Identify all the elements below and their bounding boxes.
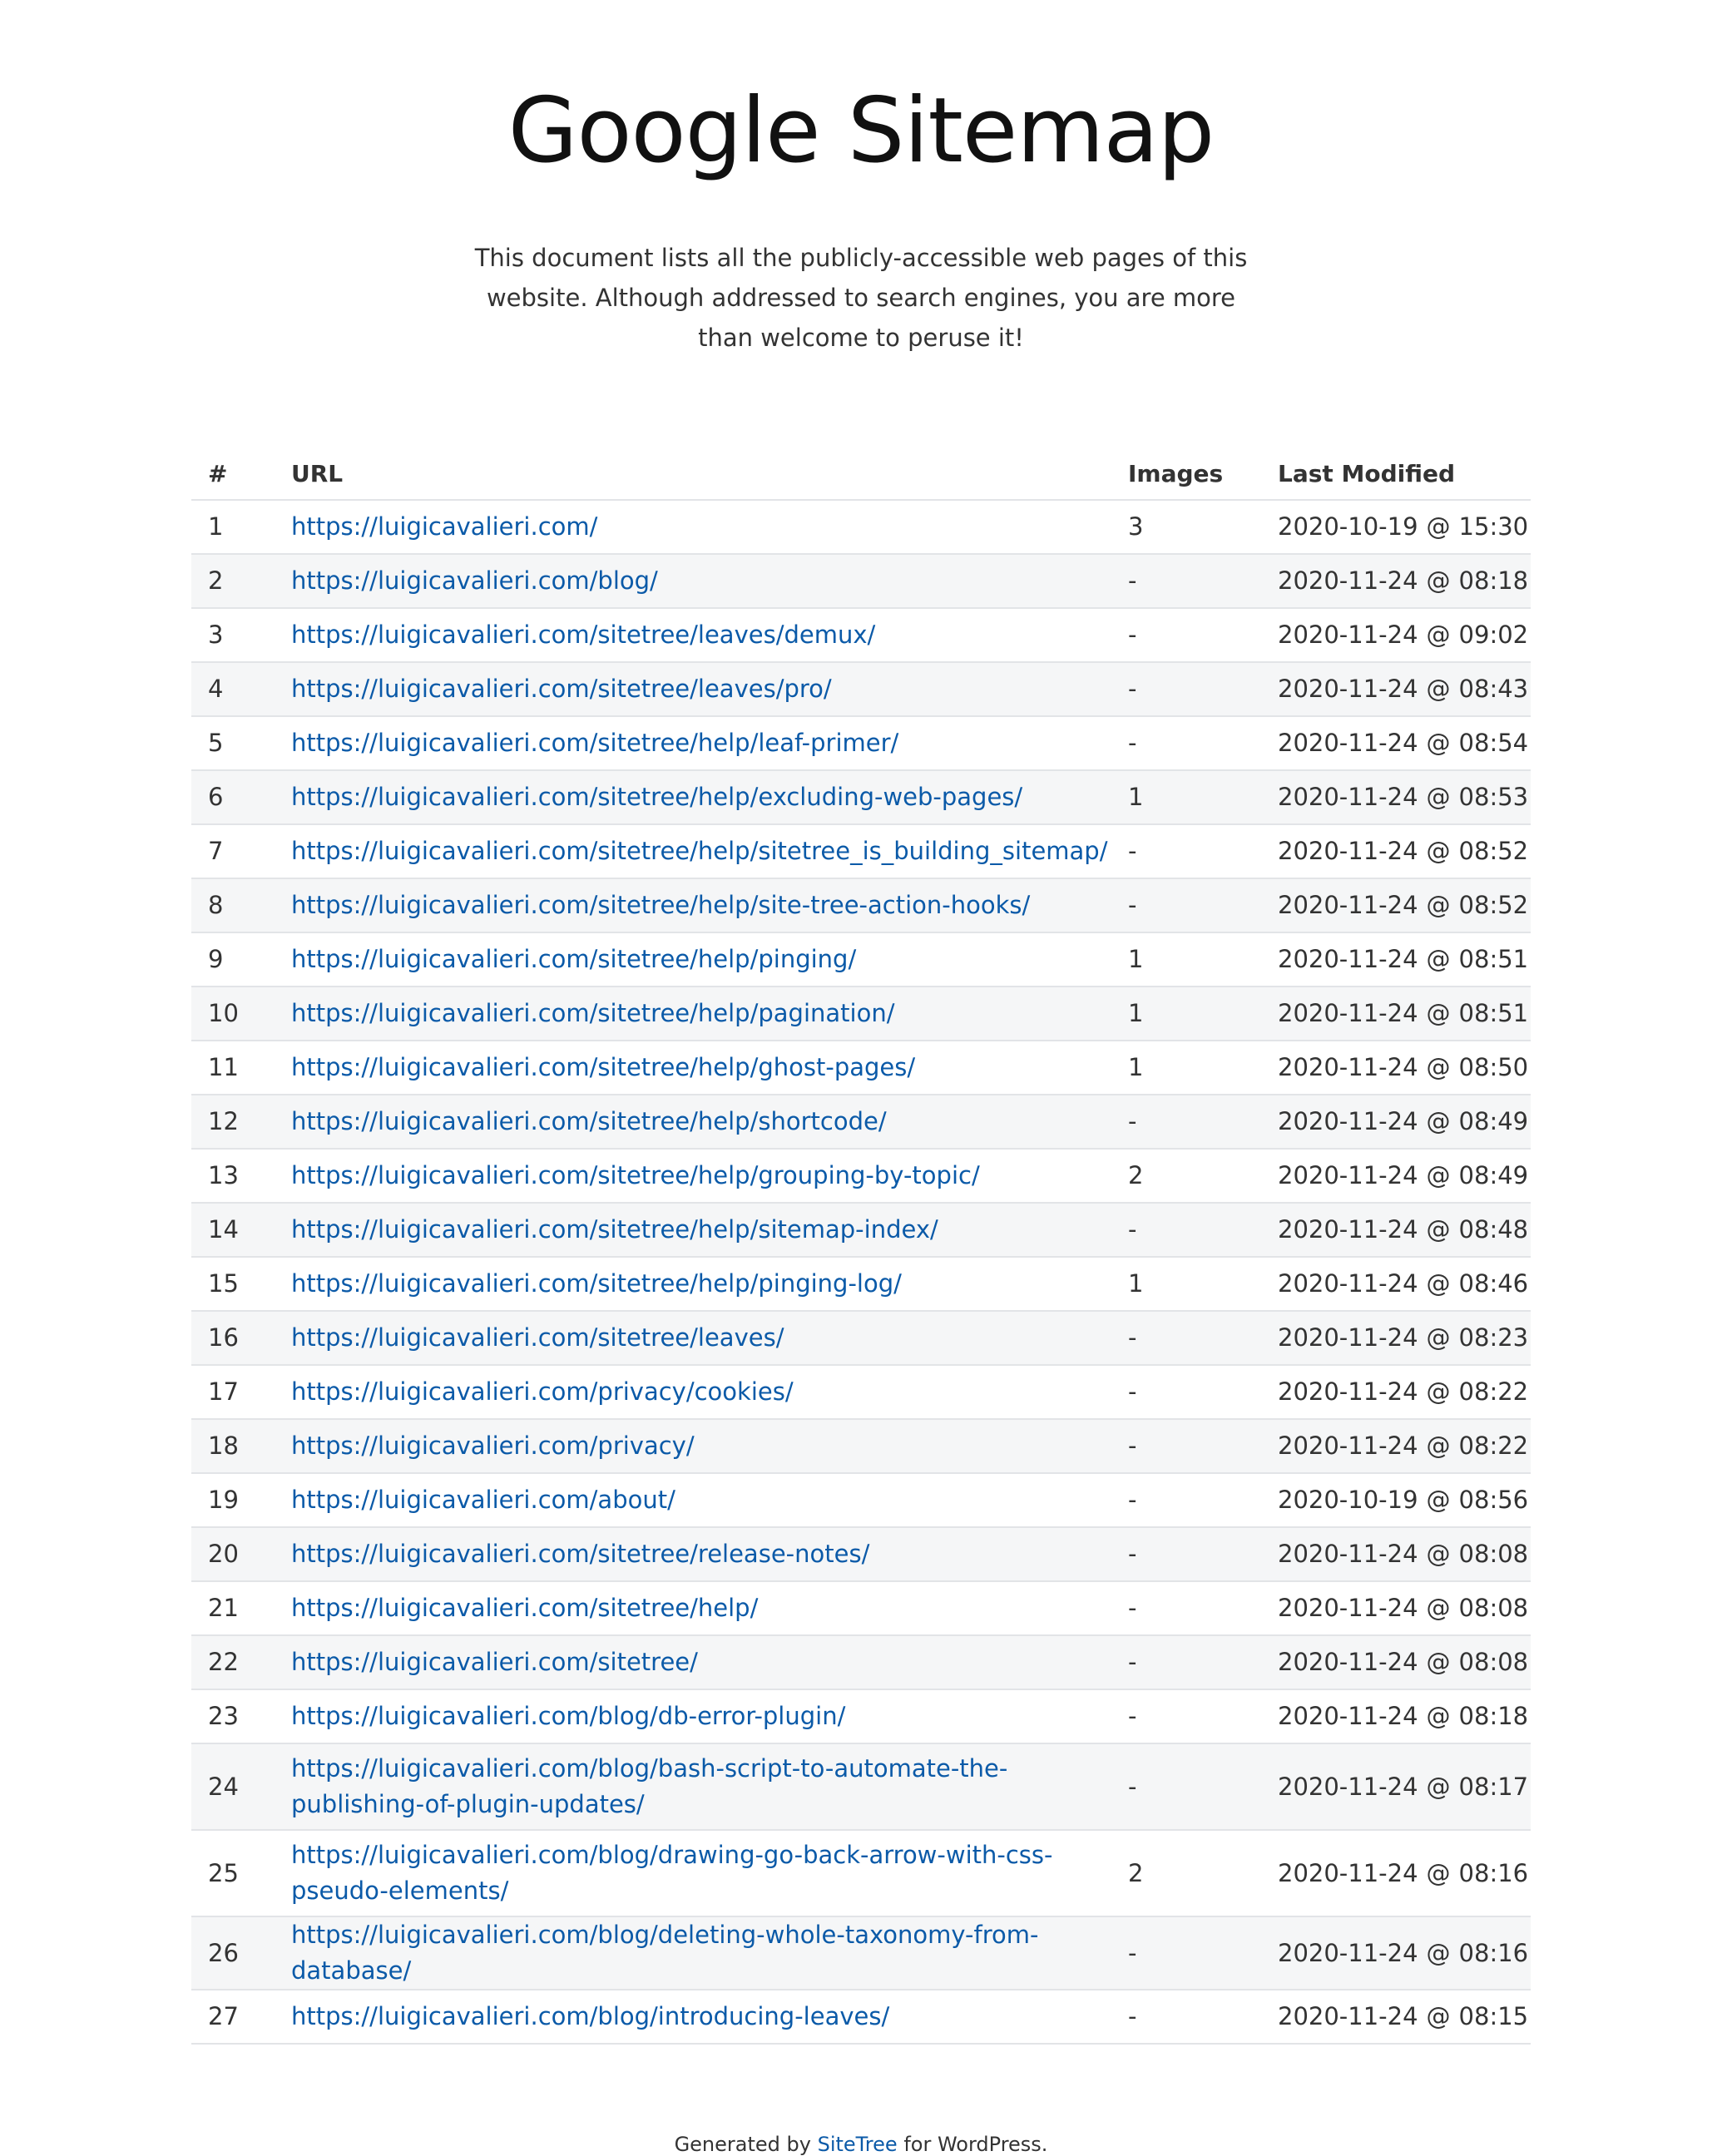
at-symbol: @ [1426,729,1451,757]
row-url-cell [275,1990,1111,2044]
row-url-cell [275,1916,1111,1990]
page-title: Google Sitemap [507,79,1215,183]
table-row [191,1581,1531,1635]
url-link[interactable]: https://luigicavalieri.com/sitetree/help/sitetree_is_building_sitemap/ [291,837,1108,865]
row-last-modified [1261,500,1531,554]
row-images: - [1111,878,1261,932]
row-number: 2 [191,554,275,608]
at-symbol: @ [1426,1053,1451,1081]
table-row [191,554,1531,608]
row-last-modified [1261,554,1531,608]
row-url-cell [275,1527,1111,1581]
modified-time: 08:49 [1458,1161,1529,1189]
row-last-modified [1261,770,1531,824]
modified-time: 08:43 [1458,675,1529,703]
row-url-cell [275,1473,1111,1527]
modified-time: 08:08 [1458,1648,1529,1676]
at-symbol: @ [1426,1377,1451,1406]
table-row [191,878,1531,932]
sitemap-page [191,0,1531,2156]
row-last-modified [1261,1257,1531,1311]
table-row [191,1689,1531,1743]
row-images: - [1111,1916,1261,1990]
row-last-modified [1261,1916,1531,1990]
row-url-cell [275,770,1111,824]
url-link[interactable]: https://luigicavalieri.com/sitetree/help/grouping-by-topic/ [291,1161,980,1189]
row-last-modified [1261,662,1531,716]
modified-time: 08:46 [1458,1269,1529,1298]
modified-date: 2020-11-24 [1278,1323,1418,1352]
modified-time: 08:08 [1458,1594,1529,1622]
row-images: - [1111,824,1261,878]
at-symbol: @ [1426,1161,1451,1189]
row-images: - [1111,1990,1261,2044]
at-symbol: @ [1426,1323,1451,1352]
row-last-modified [1261,1311,1531,1365]
row-url-cell [275,824,1111,878]
row-number: 24 [191,1743,275,1830]
at-symbol: @ [1426,1772,1451,1801]
row-url-cell [275,1830,1111,1916]
row-number: 8 [191,878,275,932]
row-number: 4 [191,662,275,716]
row-images: 1 [1111,1257,1261,1311]
at-symbol: @ [1426,1432,1451,1460]
modified-time: 15:30 [1458,512,1529,541]
row-images: - [1111,1743,1261,1830]
row-number: 5 [191,716,275,770]
row-number: 10 [191,987,275,1041]
row-url-cell [275,1635,1111,1689]
row-images: - [1111,1473,1261,1527]
row-last-modified [1261,716,1531,770]
modified-time: 08:08 [1458,1540,1529,1568]
table-row [191,770,1531,824]
row-images: 1 [1111,1041,1261,1095]
modified-date: 2020-11-24 [1278,675,1418,703]
url-link[interactable]: https://luigicavalieri.com/sitetree/leaves/pro/ [291,675,832,703]
row-last-modified [1261,878,1531,932]
table-header-row [191,448,1531,500]
at-symbol: @ [1426,566,1451,595]
url-link[interactable]: https://luigicavalieri.com/sitetree/release-notes/ [291,1540,870,1568]
table-body [191,500,1531,2044]
modified-time: 08:15 [1458,2002,1529,2030]
modified-time: 09:02 [1458,621,1529,649]
footer-suffix: for WordPress. [903,2133,1048,2156]
row-last-modified [1261,1743,1531,1830]
url-link[interactable]: https://luigicavalieri.com/blog/drawing-go-back-arrow-with-css-pseudo-elements/ [291,1841,1053,1905]
url-link[interactable]: https://luigicavalieri.com/blog/bash-script-to-automate-the-publishing-of-plugin-updates/ [291,1754,1008,1818]
row-number: 27 [191,1990,275,2044]
row-last-modified [1261,1581,1531,1635]
modified-date: 2020-11-24 [1278,1215,1418,1244]
row-url-cell [275,1203,1111,1257]
table-row [191,500,1531,554]
table-row [191,1830,1531,1916]
row-url-cell [275,1743,1111,1830]
url-link[interactable]: https://luigicavalieri.com/sitetree/help/pagination/ [291,999,895,1027]
row-url-cell [275,662,1111,716]
row-last-modified [1261,932,1531,987]
url-link[interactable]: https://luigicavalieri.com/sitetree/help/site-tree-action-hooks/ [291,891,1031,919]
modified-date: 2020-10-19 [1278,1486,1418,1514]
row-last-modified [1261,1689,1531,1743]
table-row [191,932,1531,987]
row-url-cell [275,1581,1111,1635]
modified-time: 08:18 [1458,1702,1529,1730]
modified-date: 2020-11-24 [1278,1858,1418,1887]
modified-date: 2020-10-19 [1278,512,1418,541]
row-last-modified [1261,1149,1531,1203]
at-symbol: @ [1426,1702,1451,1730]
table-row [191,1635,1531,1689]
modified-date: 2020-11-24 [1278,1161,1418,1189]
modified-time: 08:50 [1458,1053,1529,1081]
row-images: - [1111,1311,1261,1365]
url-link[interactable]: https://luigicavalieri.com/blog/deleting-whole-taxonomy-from-database/ [291,1921,1039,1985]
row-url-cell [275,1365,1111,1419]
row-images: - [1111,1095,1261,1149]
sitetree-link[interactable]: SiteTree [817,2133,898,2156]
row-images: 1 [1111,770,1261,824]
url-link[interactable]: https://luigicavalieri.com/sitetree/ [291,1648,698,1676]
modified-date: 2020-11-24 [1278,566,1418,595]
table-row [191,1311,1531,1365]
at-symbol: @ [1426,891,1451,919]
row-url-cell [275,1149,1111,1203]
row-last-modified [1261,1095,1531,1149]
url-link[interactable]: https://luigicavalieri.com/sitetree/help/shortcode/ [291,1107,887,1135]
row-images: - [1111,554,1261,608]
row-number: 11 [191,1041,275,1095]
intro-text: This document lists all the publicly-accessible web pages of this website. Although addressed to search engines, you are more than welcome to peruse it! [474,244,1248,352]
table-row [191,1041,1531,1095]
at-symbol: @ [1426,783,1451,811]
row-images: 2 [1111,1830,1261,1916]
url-link[interactable]: https://luigicavalieri.com/privacy/cookies/ [291,1377,794,1406]
row-images: - [1111,1365,1261,1419]
url-link[interactable]: https://luigicavalieri.com/blog/ [291,566,658,595]
row-images: - [1111,1635,1261,1689]
modified-date: 2020-11-24 [1278,2002,1418,2030]
modified-time: 08:51 [1458,999,1529,1027]
modified-date: 2020-11-24 [1278,783,1418,811]
url-link[interactable]: https://luigicavalieri.com/sitetree/help/ghost-pages/ [291,1053,916,1081]
modified-date: 2020-11-24 [1278,1053,1418,1081]
at-symbol: @ [1426,945,1451,973]
at-symbol: @ [1426,1107,1451,1135]
at-symbol: @ [1426,512,1451,541]
table-row [191,1257,1531,1311]
modified-time: 08:53 [1458,783,1529,811]
row-url-cell [275,1419,1111,1473]
row-number: 15 [191,1257,275,1311]
modified-time: 08:52 [1458,891,1529,919]
row-last-modified [1261,1041,1531,1095]
url-link[interactable]: https://luigicavalieri.com/sitetree/help/excluding-web-pages/ [291,783,1023,811]
table-row [191,662,1531,716]
row-images: 1 [1111,932,1261,987]
modified-time: 08:22 [1458,1432,1529,1460]
table-row [191,1095,1531,1149]
at-symbol: @ [1426,999,1451,1027]
url-link[interactable]: https://luigicavalieri.com/sitetree/help/pinging/ [291,945,857,973]
table-row [191,716,1531,770]
header-num: # [191,448,275,500]
url-link[interactable]: https://luigicavalieri.com/blog/db-error-plugin/ [291,1702,846,1730]
modified-time: 08:49 [1458,1107,1529,1135]
modified-date: 2020-11-24 [1278,1772,1418,1801]
row-number: 17 [191,1365,275,1419]
row-last-modified [1261,1419,1531,1473]
table-row [191,987,1531,1041]
row-images: - [1111,662,1261,716]
table-row [191,1365,1531,1419]
at-symbol: @ [1426,675,1451,703]
footer-prefix: Generated by [674,2133,811,2156]
modified-date: 2020-11-24 [1278,1702,1418,1730]
table-row [191,1990,1531,2044]
at-symbol: @ [1426,837,1451,865]
table-row [191,824,1531,878]
row-images: - [1111,608,1261,662]
modified-date: 2020-11-24 [1278,999,1418,1027]
row-number: 18 [191,1419,275,1473]
header-images: Images [1111,448,1261,500]
row-url-cell [275,1689,1111,1743]
row-last-modified [1261,824,1531,878]
url-link[interactable]: https://luigicavalieri.com/sitetree/leaves/ [291,1323,784,1352]
url-link[interactable]: https://luigicavalieri.com/blog/introducing-leaves/ [291,2002,890,2030]
row-last-modified [1261,1635,1531,1689]
modified-date: 2020-11-24 [1278,621,1418,649]
header-url: URL [275,448,1111,500]
row-number: 26 [191,1916,275,1990]
modified-date: 2020-11-24 [1278,1377,1418,1406]
modified-date: 2020-11-24 [1278,1594,1418,1622]
at-symbol: @ [1426,1594,1451,1622]
table-row [191,1419,1531,1473]
table-row [191,1916,1531,1990]
row-url-cell [275,932,1111,987]
row-number: 23 [191,1689,275,1743]
row-number: 20 [191,1527,275,1581]
row-images: 2 [1111,1149,1261,1203]
modified-time: 08:54 [1458,729,1529,757]
modified-time: 08:51 [1458,945,1529,973]
table-row [191,1527,1531,1581]
row-images: - [1111,1419,1261,1473]
url-link[interactable]: https://luigicavalieri.com/sitetree/help/sitemap-index/ [291,1215,938,1244]
modified-date: 2020-11-24 [1278,1432,1418,1460]
at-symbol: @ [1426,1215,1451,1244]
row-images: - [1111,1581,1261,1635]
at-symbol: @ [1426,1938,1451,1967]
at-symbol: @ [1426,2002,1451,2030]
modified-time: 08:48 [1458,1215,1529,1244]
modified-date: 2020-11-24 [1278,945,1418,973]
row-last-modified [1261,1473,1531,1527]
modified-time: 08:16 [1458,1858,1529,1887]
row-number: 3 [191,608,275,662]
modified-time: 08:16 [1458,1938,1529,1967]
modified-time: 08:17 [1458,1772,1529,1801]
row-last-modified [1261,987,1531,1041]
header-last-modified: Last Modified [1261,448,1531,500]
row-number: 12 [191,1095,275,1149]
url-link[interactable]: https://luigicavalieri.com/sitetree/help/pinging-log/ [291,1269,902,1298]
modified-time: 08:52 [1458,837,1529,865]
modified-date: 2020-11-24 [1278,1540,1418,1568]
modified-date: 2020-11-24 [1278,729,1418,757]
at-symbol: @ [1426,1648,1451,1676]
row-url-cell [275,500,1111,554]
row-last-modified [1261,1527,1531,1581]
row-images: 1 [1111,987,1261,1041]
row-url-cell [275,1095,1111,1149]
row-last-modified [1261,1365,1531,1419]
table-row [191,1149,1531,1203]
row-url-cell [275,987,1111,1041]
at-symbol: @ [1426,1540,1451,1568]
row-images: - [1111,716,1261,770]
at-symbol: @ [1426,1858,1451,1887]
url-link[interactable]: https://luigicavalieri.com/privacy/ [291,1432,695,1460]
row-number: 1 [191,500,275,554]
at-symbol: @ [1426,621,1451,649]
modified-date: 2020-11-24 [1278,1269,1418,1298]
row-number: 25 [191,1830,275,1916]
modified-time: 08:22 [1458,1377,1529,1406]
modified-time: 08:18 [1458,566,1529,595]
row-last-modified [1261,1830,1531,1916]
row-number: 7 [191,824,275,878]
row-url-cell [275,554,1111,608]
row-number: 14 [191,1203,275,1257]
table-row [191,1743,1531,1830]
row-url-cell [275,716,1111,770]
row-images: - [1111,1689,1261,1743]
row-last-modified [1261,1203,1531,1257]
row-number: 13 [191,1149,275,1203]
row-last-modified [1261,608,1531,662]
modified-date: 2020-11-24 [1278,1648,1418,1676]
modified-date: 2020-11-24 [1278,837,1418,865]
table-row [191,608,1531,662]
url-link[interactable]: https://luigicavalieri.com/sitetree/help/ [291,1594,759,1622]
url-link[interactable]: https://luigicavalieri.com/sitetree/help/leaf-primer/ [291,729,899,757]
url-link[interactable]: https://luigicavalieri.com/sitetree/leaves/demux/ [291,621,876,649]
row-number: 16 [191,1311,275,1365]
at-symbol: @ [1426,1486,1451,1514]
row-url-cell [275,608,1111,662]
table-row [191,1473,1531,1527]
table-row [191,1203,1531,1257]
modified-date: 2020-11-24 [1278,1938,1418,1967]
row-url-cell [275,1257,1111,1311]
row-url-cell [275,1311,1111,1365]
row-number: 6 [191,770,275,824]
modified-date: 2020-11-24 [1278,891,1418,919]
at-symbol: @ [1426,1269,1451,1298]
modified-time: 08:23 [1458,1323,1529,1352]
row-number: 9 [191,932,275,987]
footer [191,2133,1531,2156]
row-images: - [1111,1203,1261,1257]
row-last-modified [1261,1990,1531,2044]
row-number: 19 [191,1473,275,1527]
row-number: 21 [191,1581,275,1635]
url-link[interactable]: https://luigicavalieri.com/ [291,512,598,541]
row-url-cell [275,878,1111,932]
url-link[interactable]: https://luigicavalieri.com/about/ [291,1486,675,1514]
modified-date: 2020-11-24 [1278,1107,1418,1135]
row-images: 3 [1111,500,1261,554]
row-number: 22 [191,1635,275,1689]
row-images: - [1111,1527,1261,1581]
sitemap-table [191,448,1531,2045]
modified-time: 08:56 [1458,1486,1529,1514]
row-url-cell [275,1041,1111,1095]
